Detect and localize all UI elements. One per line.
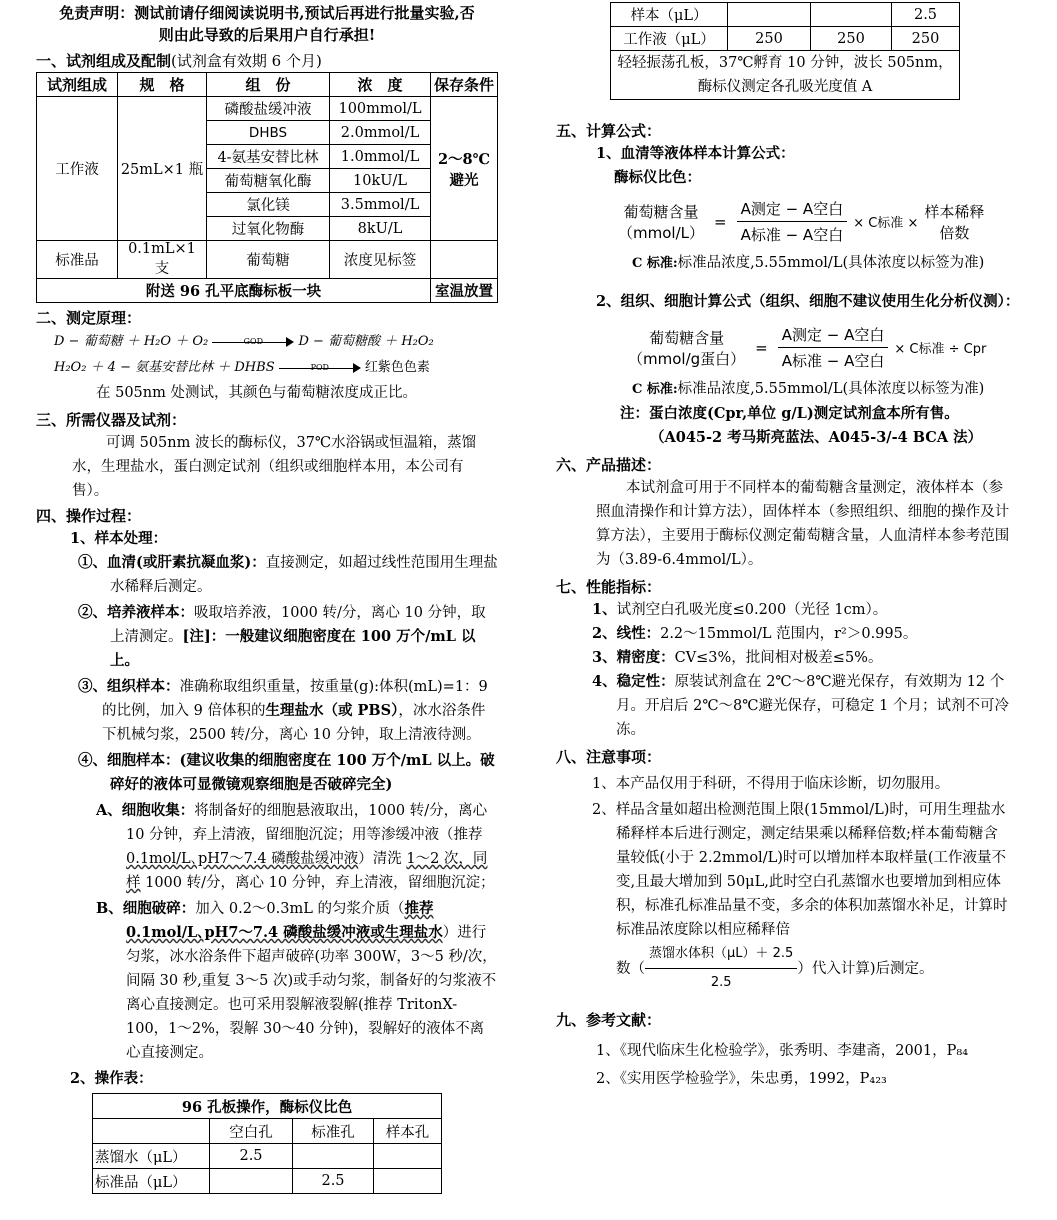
arrow-icon: GOD — [212, 335, 294, 349]
cell — [293, 1144, 374, 1169]
section-3-title: 三、所需仪器及试剂： — [36, 411, 187, 429]
cell: 250 — [728, 27, 811, 51]
col-header: 试剂组成 — [37, 73, 118, 97]
reaction-2: H₂O₂ ＋ 4 − 氨基安替比林 ＋ DHBS POD 红紫色色素 — [54, 360, 430, 375]
cell — [374, 1144, 442, 1169]
cell: 葡萄糖氧化酶 — [207, 169, 330, 193]
reagent-table — [36, 72, 498, 303]
reference-item: 2、《实用医学检验学》，朱忠勇，1992，P₄₂₃ — [596, 1071, 887, 1087]
cell — [374, 1169, 442, 1194]
section-6-title: 六、产品描述： — [556, 456, 662, 474]
op-table-part1 — [92, 1093, 442, 1194]
section-4-title: 四、操作过程： — [36, 507, 142, 525]
perf-item: 2、线性：2.2～15mmol/L 范围内，r²＞0.995。 — [592, 625, 918, 642]
formula-1-sub: 酶标仪比色： — [614, 169, 701, 186]
cell: 2.5 — [892, 3, 960, 27]
principle-text: 在 505nm 处测试，其颜色与葡萄糖浓度成正比。 — [96, 385, 417, 401]
section-9-title: 九、参考文献： — [556, 1011, 662, 1029]
formula-1-title: 1、血清等液体样本计算公式： — [596, 145, 795, 162]
op-table-part2 — [610, 2, 960, 100]
cell: 葡萄糖 — [207, 241, 330, 279]
cell: 浓度见标签 — [330, 241, 431, 279]
cell: 2.5 — [293, 1169, 374, 1194]
storage-cell: 2～8℃ 避光 — [431, 97, 498, 241]
reference-item: 1、《现代临床生化检验学》，张秀明、李建斋，2001，P₈₄ — [596, 1043, 969, 1059]
item-serum: ①、血清(或肝素抗凝血浆)：直接测定，如超过线性范围用生理盐水稀释后测定。 — [78, 554, 498, 595]
item-cell-break: B、细胞破碎：加入 0.2～0.3mL 的匀浆介质（推荐 0.1mol/L､pH7～7.4 磷酸盐缓冲液或生理盐水）进行匀浆，冰水浴条件下超声破碎(功率 300W，3～5 秒/次，间隔 30 秒,重复 3～5 次)或手动匀浆，制备好的匀浆液不离心直接测定。也可采用裂解液裂解(推荐 TritonX-100，1～2%，裂解 30～40 分钟)，裂解好的液体不离心直接测定。 — [96, 900, 497, 1061]
col-header: 保存条件 — [431, 73, 498, 97]
disclaimer-line-2: 则由此导致的后果用户自行承担! — [158, 26, 376, 44]
cell — [728, 3, 811, 27]
subsection-title: 1、样本处理： — [70, 530, 168, 547]
col-header: 空白孔 — [210, 1119, 293, 1144]
row-label: 标准品（μL） — [93, 1169, 210, 1194]
formula-2-title: 2、组织、细胞计算公式（组织、细胞不建议使用生化分析仪测）： — [596, 293, 1020, 310]
subsection-title: 2、操作表： — [70, 1070, 153, 1087]
cell: 250 — [811, 27, 892, 51]
c-standard-note: C 标准:标准品浓度,5.55mmol/L(具体浓度以标签为准) — [632, 255, 985, 271]
cell: 1.0mmol/L — [330, 145, 431, 169]
col-header: 样本孔 — [374, 1119, 442, 1144]
cell: 磷酸盐缓冲液 — [207, 97, 330, 121]
op-table-title: 96 孔板操作，酶标仪比色 — [93, 1094, 442, 1119]
cell: 工作液 — [37, 97, 118, 241]
op-table-note: 轻轻振荡孔板，37℃孵育 10 分钟，波长 505nm， 酶标仪测定各孔吸光度值 A — [611, 51, 960, 100]
arrow-icon: POD — [279, 361, 361, 375]
cell: 10kU/L — [330, 169, 431, 193]
col-header: 组 份 — [207, 73, 330, 97]
cell: DHBS — [207, 121, 330, 145]
note-item: 2、样品含量如超出检测范围上限(15mmol/L)时，可用生理盐水稀释样本后进行测定，测定结果乘以稀释倍数;样本葡萄糖含量较低(小于 2.2mmol/L)时可以增加样本取样量(工作液量不变,且最大增加到 50μL,此时空白孔蒸馏水也要增加到相应体积，标准孔标准品量不变，多余的体积加蒸馏水补足，计算时标准品浓度除以相应稀释倍 — [592, 802, 1008, 938]
right-column — [556, 0, 1026, 1091]
formula-1: 葡萄糖含量 （mmol/L） = $\frac{\text{A测定 − A空白}}{\text{A标准 − A空白}}$ × C标准 × 样本稀释 倍数 — [618, 200, 985, 244]
protein-methods: （A045-2 考马斯亮蓝法、A045-3/-4 BCA 法） — [650, 429, 983, 446]
cell — [210, 1169, 293, 1194]
note-item: 1、本产品仅用于科研，不得用于临床诊断，切勿服用。 — [592, 776, 950, 792]
item-culture: ②、培养液样本：吸取培养液，1000 转/分，离心 10 分钟，取上清测定。[注]：一般建议细胞密度在 100 万个/mL 以上。 — [78, 604, 486, 669]
item-tissue: ③、组织样本：准确称取组织重量，按重量(g):体积(mL)=1：9 的比例，加入 9 倍体积的生理盐水（或 PBS），冰水浴条件下机械匀浆，2500 转/分，离心 10 分钟，取上清液待测。 — [78, 678, 488, 743]
section-5-title: 五、计算公式： — [556, 122, 662, 140]
cell: 标准品 — [37, 241, 118, 279]
section-8-title: 八、注意事项： — [556, 748, 662, 766]
perf-item: 1、试剂空白孔吸光度≤0.200（光径 1cm）。 — [592, 601, 888, 618]
cell: 0.1mL×1 支 — [118, 241, 207, 279]
cell: 附送 96 孔平底酶标板一块 — [37, 279, 431, 303]
instruments-text: 可调 505nm 波长的酶标仪，37℃水浴锅或恒温箱，蒸馏水，生理盐水，蛋白测定试剂（组织或细胞样本用，本公司有售）。 — [72, 435, 477, 499]
col-header: 标准孔 — [293, 1119, 374, 1144]
cell — [811, 3, 892, 27]
cell: 氯化镁 — [207, 193, 330, 217]
cell: 4-氨基安替比林 — [207, 145, 330, 169]
protein-note: 注：蛋白浓度(Cpr,单位 g/L)测定试剂盒本所有售。 — [620, 405, 959, 422]
cell: 室温放置 — [431, 279, 498, 303]
row-label: 蒸馏水（μL） — [93, 1144, 210, 1169]
col-header: 浓 度 — [330, 73, 431, 97]
item-cell: ④、细胞样本：(建议收集的细胞密度在 100 万个/mL 以上。破碎好的液体可显微镜观察细胞是否破碎完全) — [78, 752, 495, 793]
cell: 25mL×1 瓶 — [118, 97, 207, 241]
cell: 8kU/L — [330, 217, 431, 241]
c-standard-note-2: C 标准:标准品浓度,5.55mmol/L(具体浓度以标签为准) — [632, 381, 985, 397]
formula-2: 葡萄糖含量 （mmol/g蛋白） = $\frac{\text{A测定 − A空白}}{\text{A标准 − A空白}}$ × C标准 ÷ Cpr — [628, 326, 987, 370]
row-label: 样本（μL） — [611, 3, 728, 27]
cell: 100mmol/L — [330, 97, 431, 121]
item-cell-collect: A、细胞收集：将制备好的细胞悬液取出，1000 转/分，离心 10 分钟，弃上清液，留细胞沉淀；用等渗缓冲液（推荐 0.1mol/L､pH7～7.4 磷酸盐缓冲液）清洗 1～2 次，同样 1000 转/分，离心 10 分钟，弃上清液，留细胞沉淀； — [96, 802, 495, 891]
disclaimer-line-1: 免责声明：测试前请仔细阅读说明书,预试后再进行批量实验,否 — [59, 4, 475, 22]
section-2-title: 二、测定原理： — [36, 309, 142, 327]
left-column — [36, 0, 498, 1194]
cell: 3.5mmol/L — [330, 193, 431, 217]
disclaimer — [36, 2, 498, 46]
section-7-title: 七、性能指标： — [556, 578, 662, 596]
perf-item: 3、精密度：CV≤3%，批间相对极差≤5%。 — [592, 649, 883, 666]
perf-item: 4、稳定性：原装试剂盒在 2℃～8℃避光保存，有效期为 12 个月。开启后 2℃～8℃避光保存，可稳定 1 个月；试剂不可冷冻。 — [592, 673, 1009, 738]
cell: 2.0mmol/L — [330, 121, 431, 145]
product-description: 本试剂盒可用于不同样本的葡萄糖含量测定，液体样本（参照血清操作和计算方法），固体样本（参照组织、细胞的操作及计算方法），主要用于酶标仪测定葡萄糖含量，人血清样本参考范围为（3.89-6.4mmol/L）。 — [596, 480, 1010, 568]
cell: 2.5 — [210, 1144, 293, 1169]
cell: 过氧化物酶 — [207, 217, 330, 241]
reaction-1: D − 葡萄糖 ＋ H₂O ＋ O₂ GOD D − 葡萄糖酸 ＋ H₂O₂ — [54, 334, 434, 349]
col-header: 规 格 — [118, 73, 207, 97]
cell: 250 — [892, 27, 960, 51]
note-item-formula: 数（ $\frac{\text{蒸馏水体积（μL）＋ 2.5}}{2.5}$ ）代入计算)后测定。 — [556, 942, 1026, 995]
section-1-title: 一、试剂组成及配制(试剂盒有效期 6 个月) — [36, 52, 322, 70]
row-label: 工作液（μL） — [611, 27, 728, 51]
